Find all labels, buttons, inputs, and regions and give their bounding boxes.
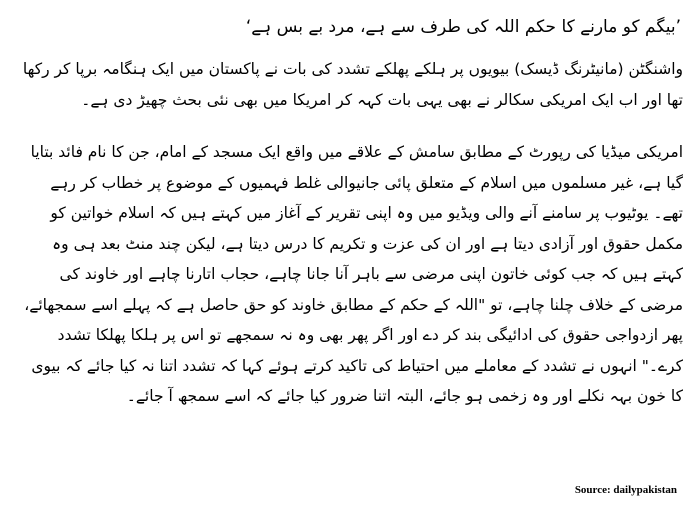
source-credit: Source: dailypakistan: [574, 484, 677, 496]
article-paragraph: امریکی میڈیا کی رپورٹ کے مطابق سامش کے علاقے میں واقع ایک مسجد کے امام، جن کا نام فائد بتایا گیا ہے، غیر مسلموں میں اسلام کے متعلق پائی جانیوالی غلط فہمیوں کے موضوع پر خطاب کر رہے تھے۔ یوٹیوب پر سامنے آنے والی ویڈیو میں وہ اپنی تقریر کے آغاز میں کہتے ہیں کہ اسلام خواتین کو مکمل حقوق اور آزادی دیتا ہے اور ان کی عزت و تکریم کا درس دیتا ہے، لیکن چند منٹ بعد ہی وہ کہتے ہیں کہ جب کوئی خاتون اپنی مرضی سے باہر آنا جانا چاہے، حجاب اتارنا چاہے اور خاوند کی مرضی کے خلاف چلنا چاہے، تو "اللہ کے حکم کے مطابق خاوند کو حق حاصل ہے کہ پہلے اسے سمجھائے، پھر ازدواجی حقوق کی ادائیگی بند کر دے اور اگر پھر بھی وہ نہ سمجھے تو اس پر ہلکا پھلکا تشدد کرے۔" انہوں نے تشدد کے معاملے میں احتیاط کی تاکید کرتے ہوئے کہا کہ تشدد اتنا نہ کیا جائے کہ بیوی کا خون بہہ نکلے اور وہ زخمی ہو جائے، البتہ اتنا ضرور کیا جائے کہ اسے سمجھ آ جائے۔: [24, 143, 683, 405]
article-paragraph: واشنگٹن (مانیٹرنگ ڈیسک) بیویوں پر ہلکے پھلکے تشدد کی بات نے پاکستان میں ایک ہنگامہ برپا کر رکھا تھا اور اب ایک امریکی سکالر نے بھی یہی بات کہہ کر امریکا میں بھی نئی بحث چھیڑ دی ہے۔: [22, 60, 683, 109]
article-title: ’بیگم کو مارنے کا حکم اللہ کی طرف سے ہے، مرد بے بس ہے‘: [245, 17, 681, 37]
